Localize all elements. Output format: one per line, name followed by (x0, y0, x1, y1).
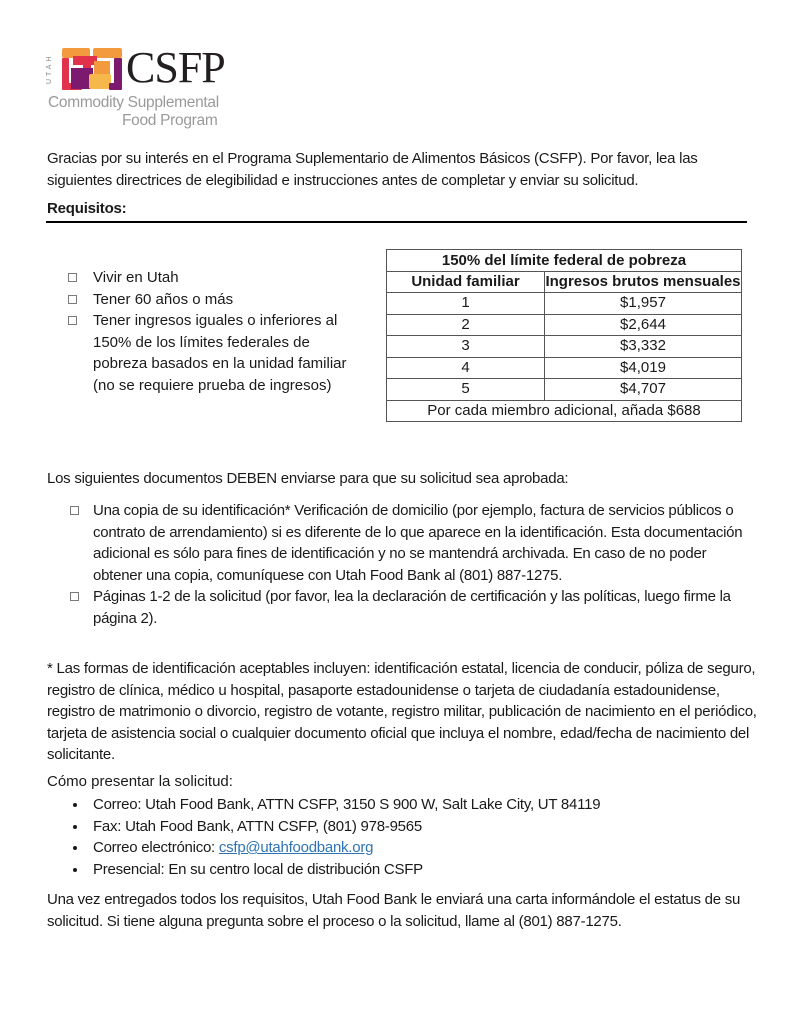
email-link[interactable]: csfp@utahfoodbank.org (218, 839, 374, 856)
closing-paragraph: Una vez entregados todos los requisitos, Utah Food Bank le enviará una carta informándole el estatus de su solicitud. Si tiene alguna pregunta sobre el proceso o la solicitud, llame al (801) 887-1275. (47, 891, 741, 930)
requirement-item: Tener 60 años o más (68, 289, 368, 311)
document-item: Una copia de su identificación* Verificación de domicilio (por ejemplo, factura de servicios públicos o contrato de arrendamiento) si es diferente de lo que aparece en la identificación. Esta documentación adicional es sólo para fines de identificación y no se mantendrá archivada. En caso de no poder obtener una copia, comuníquese con Utah Food Bank al (801) 887-1275. (70, 500, 750, 586)
documents-list (70, 500, 750, 629)
table-row: 3 $3,332 (387, 336, 742, 358)
heading-divider (46, 221, 747, 223)
bullet-icon (73, 825, 77, 829)
id-footnote: * Las formas de identificación aceptables incluyen: identificación estatal, licencia de conducir, póliza de seguro, registro de clínica, médico u hospital, pasaporte estadounidense o tarjeta de ciudadanía estadounidense, registro de matrimonio o divorcio, registro de votante, registro militar, publicación de nacimiento en el periódico, tarjeta de asistencia social o cualquier documento oficial que incluya el nombre, edad/fecha de nacimiento del solicitante. (47, 660, 757, 763)
table-row: 5 $4,707 (387, 379, 742, 401)
csfp-logo (46, 44, 246, 134)
requirements-heading: Requisitos: (47, 200, 127, 217)
table-header-income: Ingresos brutos mensuales (545, 272, 742, 293)
csfp-logo-mark-icon (61, 47, 123, 91)
requirements-list (68, 267, 368, 396)
logo-subtitle-line2: Food Program (122, 112, 218, 129)
table-header-household: Unidad familiar (387, 272, 545, 293)
bullet-icon (73, 803, 77, 807)
submission-methods-list (70, 794, 600, 880)
submission-heading: Cómo presentar la solicitud: (47, 773, 233, 790)
table-title: 150% del límite federal de pobreza (387, 250, 742, 272)
documents-intro: Los siguientes documentos DEBEN enviarse para que su solicitud sea aprobada: (47, 470, 569, 487)
requirement-item: Vivir en Utah (68, 267, 368, 289)
table-footer: Por cada miembro adicional, añada $688 (387, 400, 742, 422)
submission-mail: Correo: Utah Food Bank, ATTN CSFP, 3150 S 900 W, Salt Lake City, UT 84119 (70, 794, 600, 816)
table-row: 2 $2,644 (387, 314, 742, 336)
checkbox-icon (70, 592, 79, 601)
submission-fax: Fax: Utah Food Bank, ATTN CSFP, (801) 978-9565 (70, 816, 600, 838)
table-row: 1 $1,957 (387, 293, 742, 315)
logo-state-label: UTAH (46, 53, 53, 85)
bullet-icon (73, 846, 77, 850)
bullet-icon (73, 868, 77, 872)
checkbox-icon (68, 295, 77, 304)
poverty-limit-table (386, 249, 742, 422)
document-item: Páginas 1-2 de la solicitud (por favor, lea la declaración de certificación y las políticas, luego firme la página 2). (70, 586, 750, 629)
requirement-item: Tener ingresos iguales o inferiores al 150% de los límites federales de pobreza basados en la unidad familiar (no se requiere prueba de ingresos) (68, 310, 368, 396)
checkbox-icon (68, 316, 77, 325)
logo-acronym: CSFP (126, 43, 225, 92)
submission-in-person: Presencial: En su centro local de distribución CSFP (70, 859, 600, 881)
checkbox-icon (68, 273, 77, 282)
logo-subtitle-line1: Commodity Supplemental (48, 94, 219, 111)
intro-paragraph: Gracias por su interés en el Programa Suplementario de Alimentos Básicos (CSFP). Por favor, lea las siguientes directrices de elegibilidad e instrucciones antes de completar y enviar su solicitud. (47, 150, 698, 189)
checkbox-icon (70, 506, 79, 515)
table-row: 4 $4,019 (387, 357, 742, 379)
submission-email: Correo electrónico: csfp@utahfoodbank.org (70, 837, 600, 859)
